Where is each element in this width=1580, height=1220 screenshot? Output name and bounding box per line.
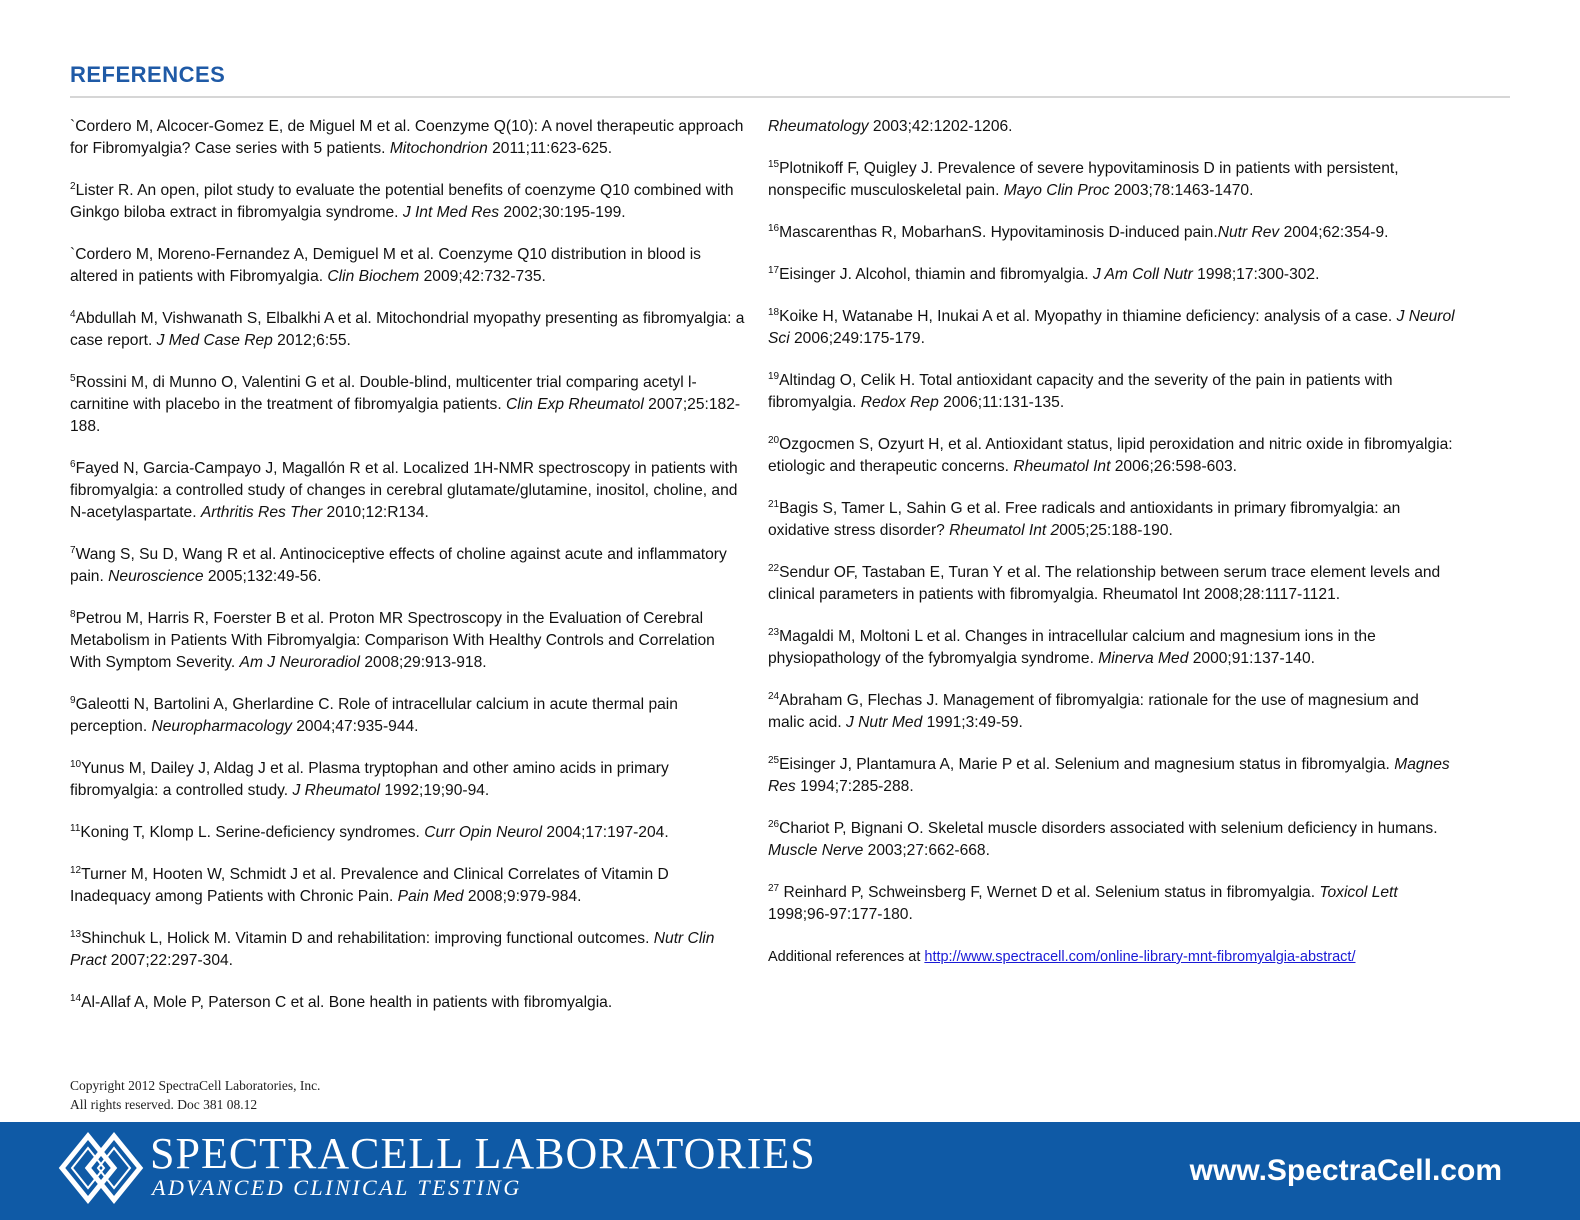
reference-item (768, 370, 1458, 414)
reference-item (70, 544, 750, 588)
citation-details: 2009;42:732-735. (419, 268, 546, 285)
reference-number: 21 (768, 498, 780, 510)
citation-details: 2007;22:297-304. (106, 952, 233, 969)
reference-number: 22 (768, 562, 780, 574)
reference-item (768, 264, 1458, 286)
reference-item (768, 498, 1458, 542)
reference-item (70, 864, 750, 908)
journal-name: J Neurol Sci (768, 308, 1455, 347)
reference-text: Chariot P, Bignani O. Skeletal muscle disorders associated with selenium deficiency in humans. (779, 820, 1438, 837)
reference-number: 20 (768, 434, 780, 446)
reference-item (768, 754, 1458, 798)
reference-number: 13 (70, 928, 82, 940)
citation-details: 2012;6:55. (272, 332, 351, 349)
journal-name: Neuropharmacology (151, 718, 292, 735)
reference-number: 9 (70, 694, 76, 706)
reference-item (768, 158, 1458, 202)
reference-number: 16 (768, 222, 780, 234)
reference-item (70, 694, 750, 738)
reference-number: 19 (768, 370, 780, 382)
journal-name: Neuroscience (108, 568, 204, 585)
citation-details: 2011;11:623-625. (487, 140, 613, 157)
reference-number: 6 (70, 458, 76, 470)
reference-number: 18 (768, 306, 780, 318)
citation-details: 2000;91:137-140. (1188, 650, 1315, 667)
journal-name: Redox Rep (860, 394, 939, 411)
journal-name: Pain Med (397, 888, 464, 905)
journal-name: Curr Opin Neurol (424, 824, 543, 841)
reference-number: 4 (70, 308, 76, 320)
citation-details: 2010;12:R134. (322, 504, 429, 521)
citation-details: 2007;25:182-188. (70, 396, 741, 435)
reference-text: Fayed N, Garcia-Campayo J, Magallón R et al. Localized 1H-NMR spectroscopy in patients with fibromyalgia: a controlled study of changes in cerebral glutamate/glutamine, inositol, choline, and N-acetylaspartate. (70, 460, 738, 521)
journal-name: J Nutr Med (846, 714, 923, 731)
journal-name: J Rheumatol (292, 782, 381, 799)
citation-details: 005;25:188-190. (1059, 522, 1173, 539)
additional-references-label: Additional references at (768, 949, 925, 965)
journal-name: Mitochondrion (389, 140, 488, 157)
reference-text: Eisinger J. Alcohol, thiamin and fibromyalgia. (779, 266, 1093, 283)
journal-name: Muscle Nerve (768, 842, 864, 859)
reference-item (70, 992, 750, 1014)
citation-details: 2003;42:1202-1206. (868, 118, 1013, 135)
reference-item (768, 882, 1458, 926)
reference-number: 14 (70, 992, 82, 1004)
reference-item (768, 562, 1458, 606)
reference-item (768, 626, 1458, 670)
reference-text: Eisinger J, Plantamura A, Marie P et al. Selenium and magnesium status in fibromyalgia. (779, 756, 1395, 773)
journal-name: J Med Case Rep (156, 332, 273, 349)
citation-details: 2008;9:979-984. (463, 888, 582, 905)
reference-text: Magaldi M, Moltoni L et al. Changes in intracellular calcium and magnesium ions in the physiopathology of the fybromyalgia syndrome. (768, 628, 1376, 667)
reference-number: 26 (768, 818, 780, 830)
citation-details: 2005;132:49-56. (203, 568, 322, 585)
reference-item (768, 434, 1458, 478)
citation-details: 2004;17:197-204. (542, 824, 669, 841)
journal-name: Minerva Med (1098, 650, 1189, 667)
page-title: REFERENCES (70, 62, 226, 87)
journal-name: Nutr Rev (1217, 224, 1280, 241)
reference-text: Mascarenthas R, MobarhanS. Hypovitaminosis D-induced pain. (779, 224, 1218, 241)
reference-item (768, 818, 1458, 862)
journal-name: Mayo Clin Proc (1003, 182, 1110, 199)
citation-details: 2008;29:913-918. (360, 654, 487, 671)
reference-item (70, 458, 750, 524)
references-left-column (70, 116, 750, 1014)
reference-text: `Cordero M, Moreno-Fernandez A, Demiguel M et al. Coenzyme Q10 distribution in blood is altered in patients with Fibromyalgia. (70, 246, 701, 285)
journal-name: J Int Med Res (402, 204, 500, 221)
reference-item (70, 244, 750, 288)
reference-item (70, 928, 750, 972)
reference-item (70, 308, 750, 352)
journal-name: Nutr Clin Pract (70, 930, 715, 969)
reference-text: Yunus M, Dailey J, Aldag J et al. Plasma tryptophan and other amino acids in primary fibromyalgia: a controlled study. (70, 760, 669, 799)
citation-details: 2004;62:354-9. (1279, 224, 1389, 241)
reference-number: 12 (70, 864, 82, 876)
citation-details: 1992;19;90-94. (380, 782, 490, 799)
references-right-column (768, 116, 1458, 968)
reference-text: Lister R. An open, pilot study to evaluate the potential benefits of coenzyme Q10 combined with Ginkgo biloba extract in fibromyalgia syndrome. (70, 182, 734, 221)
citation-details: 2006;249:175-179. (789, 330, 925, 347)
brand-name: SPECTRACELL LABORATORIES (150, 1129, 816, 1178)
reference-number: 25 (768, 754, 780, 766)
reference-text: Abraham G, Flechas J. Management of fibromyalgia: rationale for the use of magnesium and malic acid. (768, 692, 1419, 731)
citation-details: 2006;11:131-135. (938, 394, 1065, 411)
reference-text: Galeotti N, Bartolini A, Gherlardine C. Role of intracellular calcium in acute thermal pain perception. (70, 696, 678, 735)
journal-name: Rheumatol Int 2 (949, 522, 1060, 539)
reference-item (768, 222, 1458, 244)
journal-name: Magnes Res (768, 756, 1450, 795)
journal-name: Clin Exp Rheumatol (506, 396, 644, 413)
journal-name: Clin Biochem (327, 268, 420, 285)
citation-details: 2003;78:1463-1470. (1109, 182, 1254, 199)
reference-item (70, 608, 750, 674)
citation-details: 1991;3:49-59. (922, 714, 1023, 731)
copyright-line: Copyright 2012 SpectraCell Laboratories, Inc. (70, 1078, 321, 1093)
reference-text: `Cordero M, Alcocer-Gomez E, de Miguel M et al. Coenzyme Q(10): A novel therapeutic approach for Fibromyalgia? Case series with 5 patients. (70, 118, 744, 157)
website-link[interactable]: www.SpectraCell.com (1189, 1154, 1502, 1187)
reference-item (70, 116, 750, 160)
interlocking-diamonds-logo-icon (58, 1130, 146, 1206)
citation-details: 2004;47:935-944. (291, 718, 419, 735)
copyright-notice (70, 1076, 320, 1114)
citation-details: 1998;17:300-302. (1192, 266, 1320, 283)
reference-number: 17 (768, 264, 780, 276)
journal-name: Am J Neuroradiol (239, 654, 361, 671)
reference-text: Turner M, Hooten W, Schmidt J et al. Prevalence and Clinical Correlates of Vitamin D Inadequacy among Patients with Chronic Pain. (70, 866, 669, 905)
reference-number: 10 (70, 758, 82, 770)
reference-item (70, 758, 750, 802)
reference-item (768, 116, 1458, 138)
reference-number: 2 (70, 180, 76, 192)
journal-name: Rheumatol Int (1013, 458, 1111, 475)
reference-text: Koike H, Watanabe H, Inukai A et al. Myopathy in thiamine deficiency: analysis of a case. (779, 308, 1397, 325)
reference-text: Bagis S, Tamer L, Sahin G et al. Free radicals and antioxidants in primary fibromyalgia: an oxidative stress disorder? (768, 500, 1401, 539)
reference-text: Altindag O, Celik H. Total antioxidant capacity and the severity of the pain in patients with fibromyalgia. (768, 372, 1393, 411)
reference-item (768, 690, 1458, 734)
reference-text: Sendur OF, Tastaban E, Turan Y et al. The relationship between serum trace element levels and clinical parameters in patients with fibromyalgia. Rheumatol Int 2008;28:1117-1121. (768, 564, 1441, 603)
heading-divider (70, 96, 1510, 98)
rights-line: All rights reserved. Doc 381 08.12 (70, 1097, 258, 1112)
reference-text: Ozgocmen S, Ozyurt H, et al. Antioxidant status, lipid peroxidation and nitric oxide in fibromyalgia: etiologic and therapeutic concerns. (768, 436, 1453, 475)
reference-text: Shinchuk L, Holick M. Vitamin D and rehabilitation: improving functional outcomes. (81, 930, 654, 947)
reference-number: 8 (70, 608, 76, 620)
reference-number: 11 (70, 822, 81, 834)
journal-name: Toxicol Lett (1319, 884, 1398, 901)
reference-text: Koning T, Klomp L. Serine-deficiency syndromes. (80, 824, 425, 841)
reference-number: 5 (70, 372, 76, 384)
reference-text: Al-Allaf A, Mole P, Paterson C et al. Bone health in patients with fibromyalgia. (81, 994, 613, 1011)
additional-references (768, 946, 1458, 968)
reference-text: Wang S, Su D, Wang R et al. Antinociceptive effects of choline against acute and inflammatory pain. (70, 546, 727, 585)
reference-number: 24 (768, 690, 780, 702)
journal-name: Arthritis Res Ther (200, 504, 323, 521)
citation-details: 2003;27:662-668. (863, 842, 990, 859)
reference-number: 15 (768, 158, 780, 170)
reference-text: Plotnikoff F, Quigley J. Prevalence of severe hypovitaminosis D in patients with persistent, nonspecific musculoskeletal pain. (768, 160, 1399, 199)
citation-details: 2006;26:598-603. (1110, 458, 1238, 475)
reference-number: 7 (70, 544, 76, 556)
journal-name: J Am Coll Nutr (1092, 266, 1193, 283)
reference-text: Reinhard P, Schweinsberg F, Wernet D et al. Selenium status in fibromyalgia. (779, 884, 1320, 901)
reference-number: 23 (768, 626, 780, 638)
reference-text: Abdullah M, Vishwanath S, Elbalkhi A et al. Mitochondrial myopathy presenting as fibromyalgia: a case report. (70, 310, 745, 349)
citation-details: 1994;7:285-288. (795, 778, 914, 795)
footer-banner (0, 1122, 1580, 1220)
citation-details: 1998;96-97:177-180. (768, 906, 913, 923)
reference-item (70, 180, 750, 224)
journal-name: Rheumatology (768, 118, 869, 135)
reference-text: Petrou M, Harris R, Foerster B et al. Proton MR Spectroscopy in the Evaluation of Cerebral Metabolism in Patients With Fibromyalgia: Comparison With Healthy Controls and Correlation With Symptom Severity. (70, 610, 715, 671)
citation-details: 2002;30:195-199. (499, 204, 626, 221)
reference-number: 27 (768, 882, 780, 894)
reference-item (70, 822, 750, 844)
brand-tagline: ADVANCED CLINICAL TESTING (152, 1175, 522, 1200)
reference-item (70, 372, 750, 438)
reference-text: Rossini M, di Munno O, Valentini G et al. Double-blind, multicenter trial comparing acetyl l-carnitine with placebo in the treatment of fibromyalgia patients. (70, 374, 697, 413)
additional-references-link[interactable]: http://www.spectracell.com/online-library-mnt-fibromyalgia-abstract/ (924, 949, 1356, 965)
reference-item (768, 306, 1458, 350)
